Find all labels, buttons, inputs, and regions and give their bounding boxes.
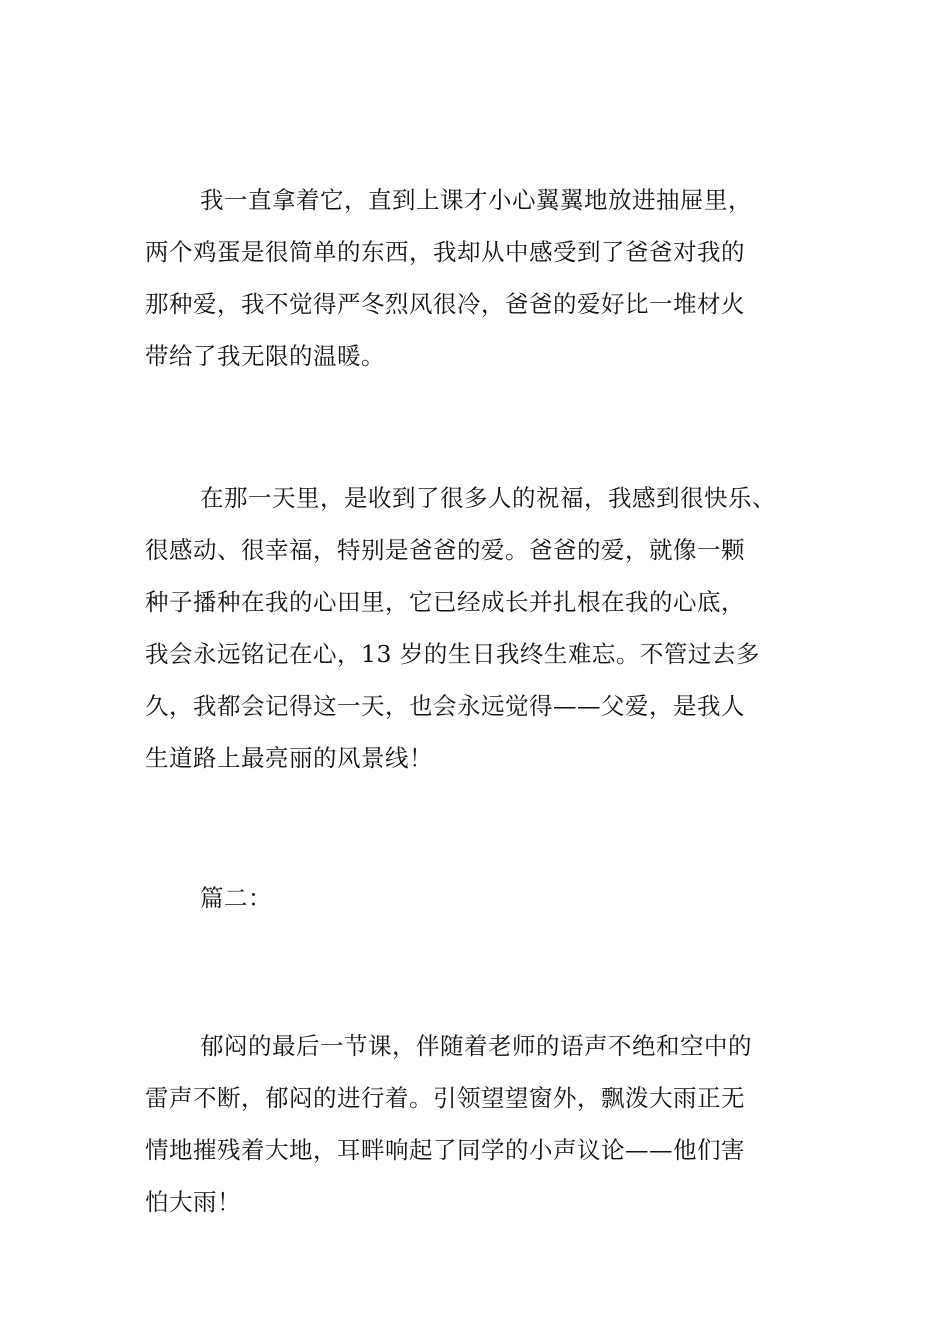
section-heading-text: 篇二： xyxy=(200,884,272,912)
paragraph-2 xyxy=(145,472,825,784)
section-heading xyxy=(145,872,825,924)
text-line: 我会永远铭记在心，13 岁的生日我终生难忘。不管过去多 xyxy=(145,640,760,668)
text-line: 怕大雨！ xyxy=(145,1188,241,1216)
text-line: 带给了我无限的温暖。 xyxy=(145,342,385,370)
text-line: 在那一天里，是收到了很多人的祝福，我感到很快乐、 xyxy=(200,484,776,512)
text-line: 生道路上最亮丽的风景线！ xyxy=(145,744,433,772)
text-line: 我一直拿着它，直到上课才小心翼翼地放进抽屉里， xyxy=(200,186,752,214)
text-line: 两个鸡蛋是很简单的东西，我却从中感受到了爸爸对我的 xyxy=(145,238,745,266)
paragraph-3 xyxy=(145,1020,825,1228)
text-line: 种子播种在我的心田里，它已经成长并扎根在我的心底， xyxy=(145,588,745,616)
text-line: 雷声不断，郁闷的进行着。引领望望窗外，飘泼大雨正无 xyxy=(145,1084,745,1112)
text-line: 那种爱，我不觉得严冬烈风很冷，爸爸的爱好比一堆材火 xyxy=(145,290,745,318)
text-line: 很感动、很幸福，特别是爸爸的爱。爸爸的爱，就像一颗 xyxy=(145,536,745,564)
text-line: 情地摧残着大地，耳畔响起了同学的小声议论——他们害 xyxy=(145,1136,745,1164)
text-line: 久，我都会记得这一天，也会永远觉得——父爱，是我人 xyxy=(145,692,745,720)
text-line: 郁闷的最后一节课，伴随着老师的语声不绝和空中的 xyxy=(200,1032,752,1060)
paragraph-1 xyxy=(145,174,825,382)
